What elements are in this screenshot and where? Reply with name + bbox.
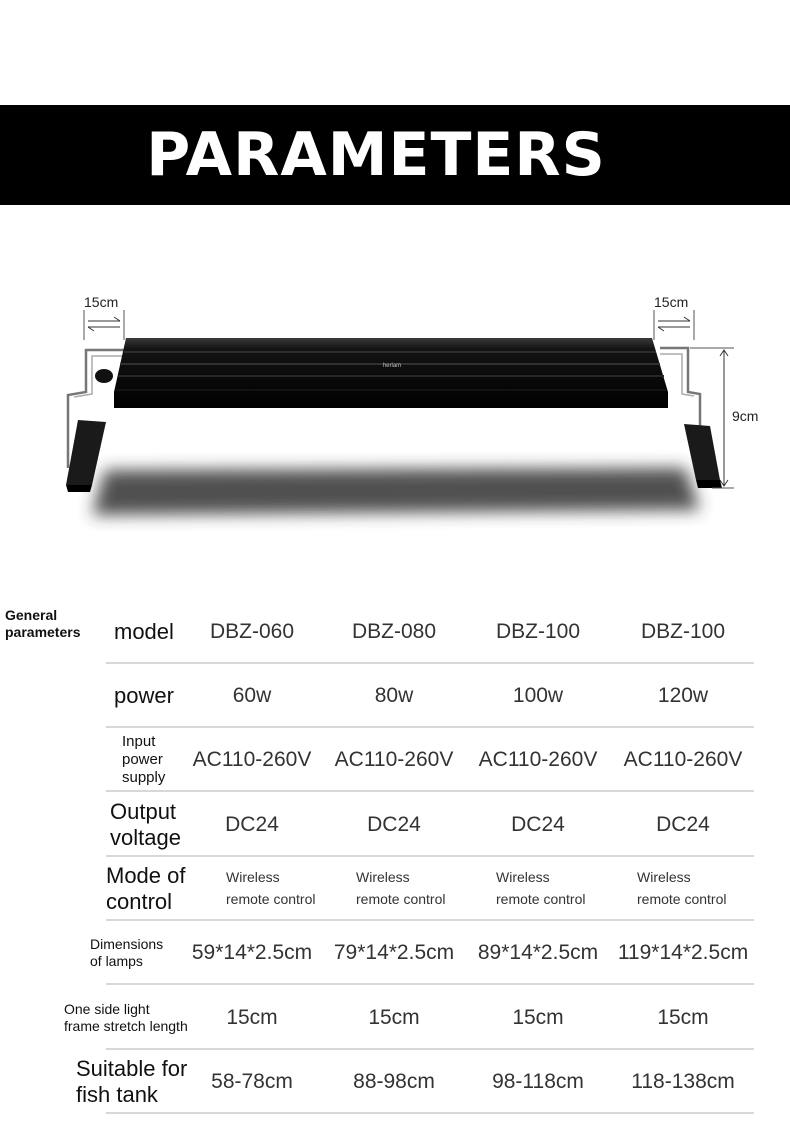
table-cell: 79*14*2.5cm (333, 941, 455, 964)
row-label (114, 683, 174, 709)
table-cell: 118-138cm (631, 1070, 735, 1093)
table-cell: 88-98cm (353, 1070, 435, 1093)
table-row (0, 728, 790, 792)
table-row (0, 986, 790, 1050)
table-cell: 15cm (512, 1006, 564, 1029)
row-label-line: of lamps (90, 953, 143, 969)
table-cell: AC110-260V (334, 748, 454, 771)
table-cell-line: remote control (496, 891, 586, 907)
table-cell: 120w (657, 684, 709, 707)
table-cell: 15cm (226, 1006, 278, 1029)
table-cell: DC24 (511, 813, 565, 836)
row-label (90, 936, 163, 970)
product-illustration (0, 280, 790, 540)
table-row (0, 664, 790, 728)
row-divider (106, 790, 754, 792)
table-cell (637, 866, 726, 910)
right-stretch-dimension: 15cm (654, 294, 689, 310)
row-divider (106, 983, 754, 985)
table-cell: 58-78cm (211, 1070, 293, 1093)
table-cell-line: Wireless (356, 869, 410, 885)
table-cell: DC24 (656, 813, 710, 836)
table-cell (356, 866, 445, 910)
page-title: PARAMETERS (146, 120, 606, 190)
table-cell: 15cm (368, 1006, 420, 1029)
row-label-line: One side light (64, 1001, 150, 1017)
table-cell: 119*14*2.5cm (617, 941, 749, 964)
table-cell: DC24 (225, 813, 279, 836)
row-label-line: voltage (110, 825, 181, 850)
table-cell-line: remote control (637, 891, 727, 907)
table-cell-line: Wireless (637, 869, 691, 885)
row-label-line: model (114, 619, 174, 644)
table-row (0, 1050, 790, 1114)
table-cell: AC110-260V (478, 748, 598, 771)
row-label-line: Dimensions (90, 936, 164, 952)
left-stretch-dimension: 15cm (84, 294, 119, 310)
title-banner (0, 105, 790, 205)
table-row (0, 793, 790, 857)
row-label (76, 1056, 187, 1108)
row-label-line: power (122, 751, 163, 768)
row-label (114, 619, 174, 645)
table-cell: 98-118cm (492, 1070, 584, 1093)
table-cell: AC110-260V (623, 748, 743, 771)
table-cell: 80w (374, 684, 414, 707)
brand-mark: herlam (382, 363, 402, 369)
section-label-line2: parameters (5, 624, 81, 640)
row-label-line: supply (122, 769, 166, 786)
table-cell: DBZ-100 (640, 620, 726, 643)
height-dimension: 9cm (732, 408, 759, 424)
row-divider (106, 1112, 754, 1114)
table-cell-line: remote control (356, 891, 446, 907)
row-label-line: Mode of (106, 863, 186, 888)
table-cell-line: Wireless (226, 869, 280, 885)
aquarium-light-image (0, 280, 790, 540)
table-cell-line: remote control (226, 891, 316, 907)
table-cell: DBZ-080 (351, 620, 437, 643)
table-cell-line: Wireless (496, 869, 550, 885)
section-label-line1: General (5, 607, 58, 623)
table-cell: 100w (512, 684, 564, 707)
table-cell (496, 866, 585, 910)
row-label-line: frame stretch length (64, 1018, 188, 1034)
table-row (0, 921, 790, 985)
table-cell: 59*14*2.5cm (191, 941, 313, 964)
table-cell: DBZ-060 (209, 620, 295, 643)
row-label (122, 733, 165, 787)
table-cell: AC110-260V (192, 748, 312, 771)
row-label-line: Input (122, 733, 156, 750)
row-label-line: Output (110, 799, 177, 824)
row-label-line: fish tank (76, 1082, 158, 1107)
row-label-line: control (106, 889, 173, 914)
row-label-line: Suitable for (76, 1056, 188, 1081)
table-cell (226, 866, 315, 910)
table-cell: 15cm (657, 1006, 709, 1029)
row-label (110, 799, 181, 851)
table-cell: DC24 (367, 813, 421, 836)
table-cell: DBZ-100 (495, 620, 581, 643)
table-row (0, 600, 790, 664)
table-cell: 60w (232, 684, 272, 707)
row-label (64, 1001, 188, 1035)
row-label-line: power (114, 683, 174, 708)
row-label (106, 863, 186, 915)
table-row (0, 857, 790, 921)
table-cell: 89*14*2.5cm (477, 941, 599, 964)
